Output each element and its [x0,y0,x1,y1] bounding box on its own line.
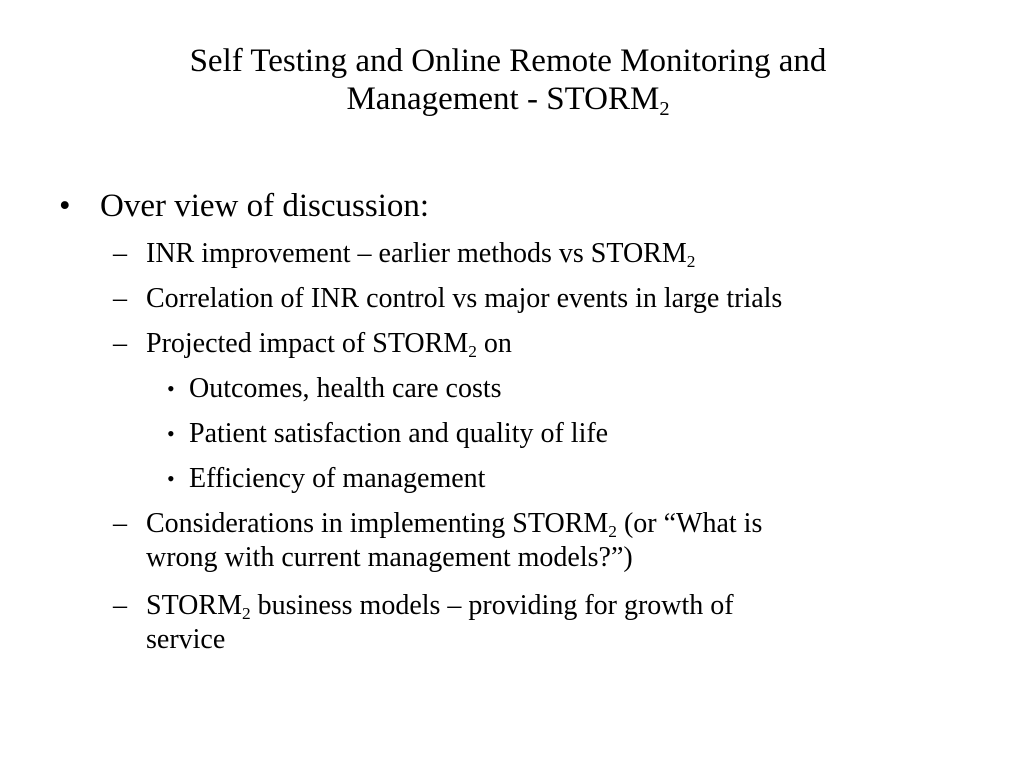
item-line: service [146,624,226,655]
item-text-part: on [476,328,512,359]
item-line [146,507,906,541]
list-item-text [146,589,906,657]
list-item-text [146,507,906,575]
subscript: 2 [659,98,670,121]
subscript: 2 [468,342,477,362]
bullet-marker: • [167,421,175,446]
dash-marker: – [113,238,127,269]
list-item-text [146,327,906,361]
item-text-part: business models – providing for growth of [250,590,734,621]
dash-marker: – [113,590,127,621]
bullet-marker: • [167,376,175,401]
item-text-part: STORM [146,590,242,621]
item-text-part: INR improvement – earlier methods vs STORM [146,238,687,269]
bullet-marker: • [167,466,175,491]
sub-list-item-text: Patient satisfaction and quality of life [189,418,609,449]
dash-marker: – [113,283,127,314]
item-text-part: (or “What is [616,508,763,539]
sub-list-item-text: Efficiency of management [189,463,486,494]
list-item-text [146,237,906,271]
dash-marker: – [113,508,127,539]
subscript: 2 [686,252,696,272]
list-item-text: Correlation of INR control vs major events in large trials [146,283,783,314]
slide-title-line1: Self Testing and Online Remote Monitoring and [189,43,827,79]
overview-text: Over view of discussion: [100,188,430,224]
item-text-part: Considerations in implementing STORM [146,508,609,539]
subscript: 2 [241,604,251,624]
slide-title-line2 [100,80,916,121]
dash-marker: – [113,328,127,359]
item-line [146,589,906,623]
subscript: 2 [608,522,617,542]
sub-list-item-text: Outcomes, health care costs [189,373,502,404]
item-text-part: Projected impact of STORM [146,328,469,359]
slide-title [100,42,916,121]
item-line: wrong with current management models?”) [146,542,633,573]
bullet-marker: • [59,188,71,224]
slide-title-line2-text: Management - STORM [346,81,660,117]
